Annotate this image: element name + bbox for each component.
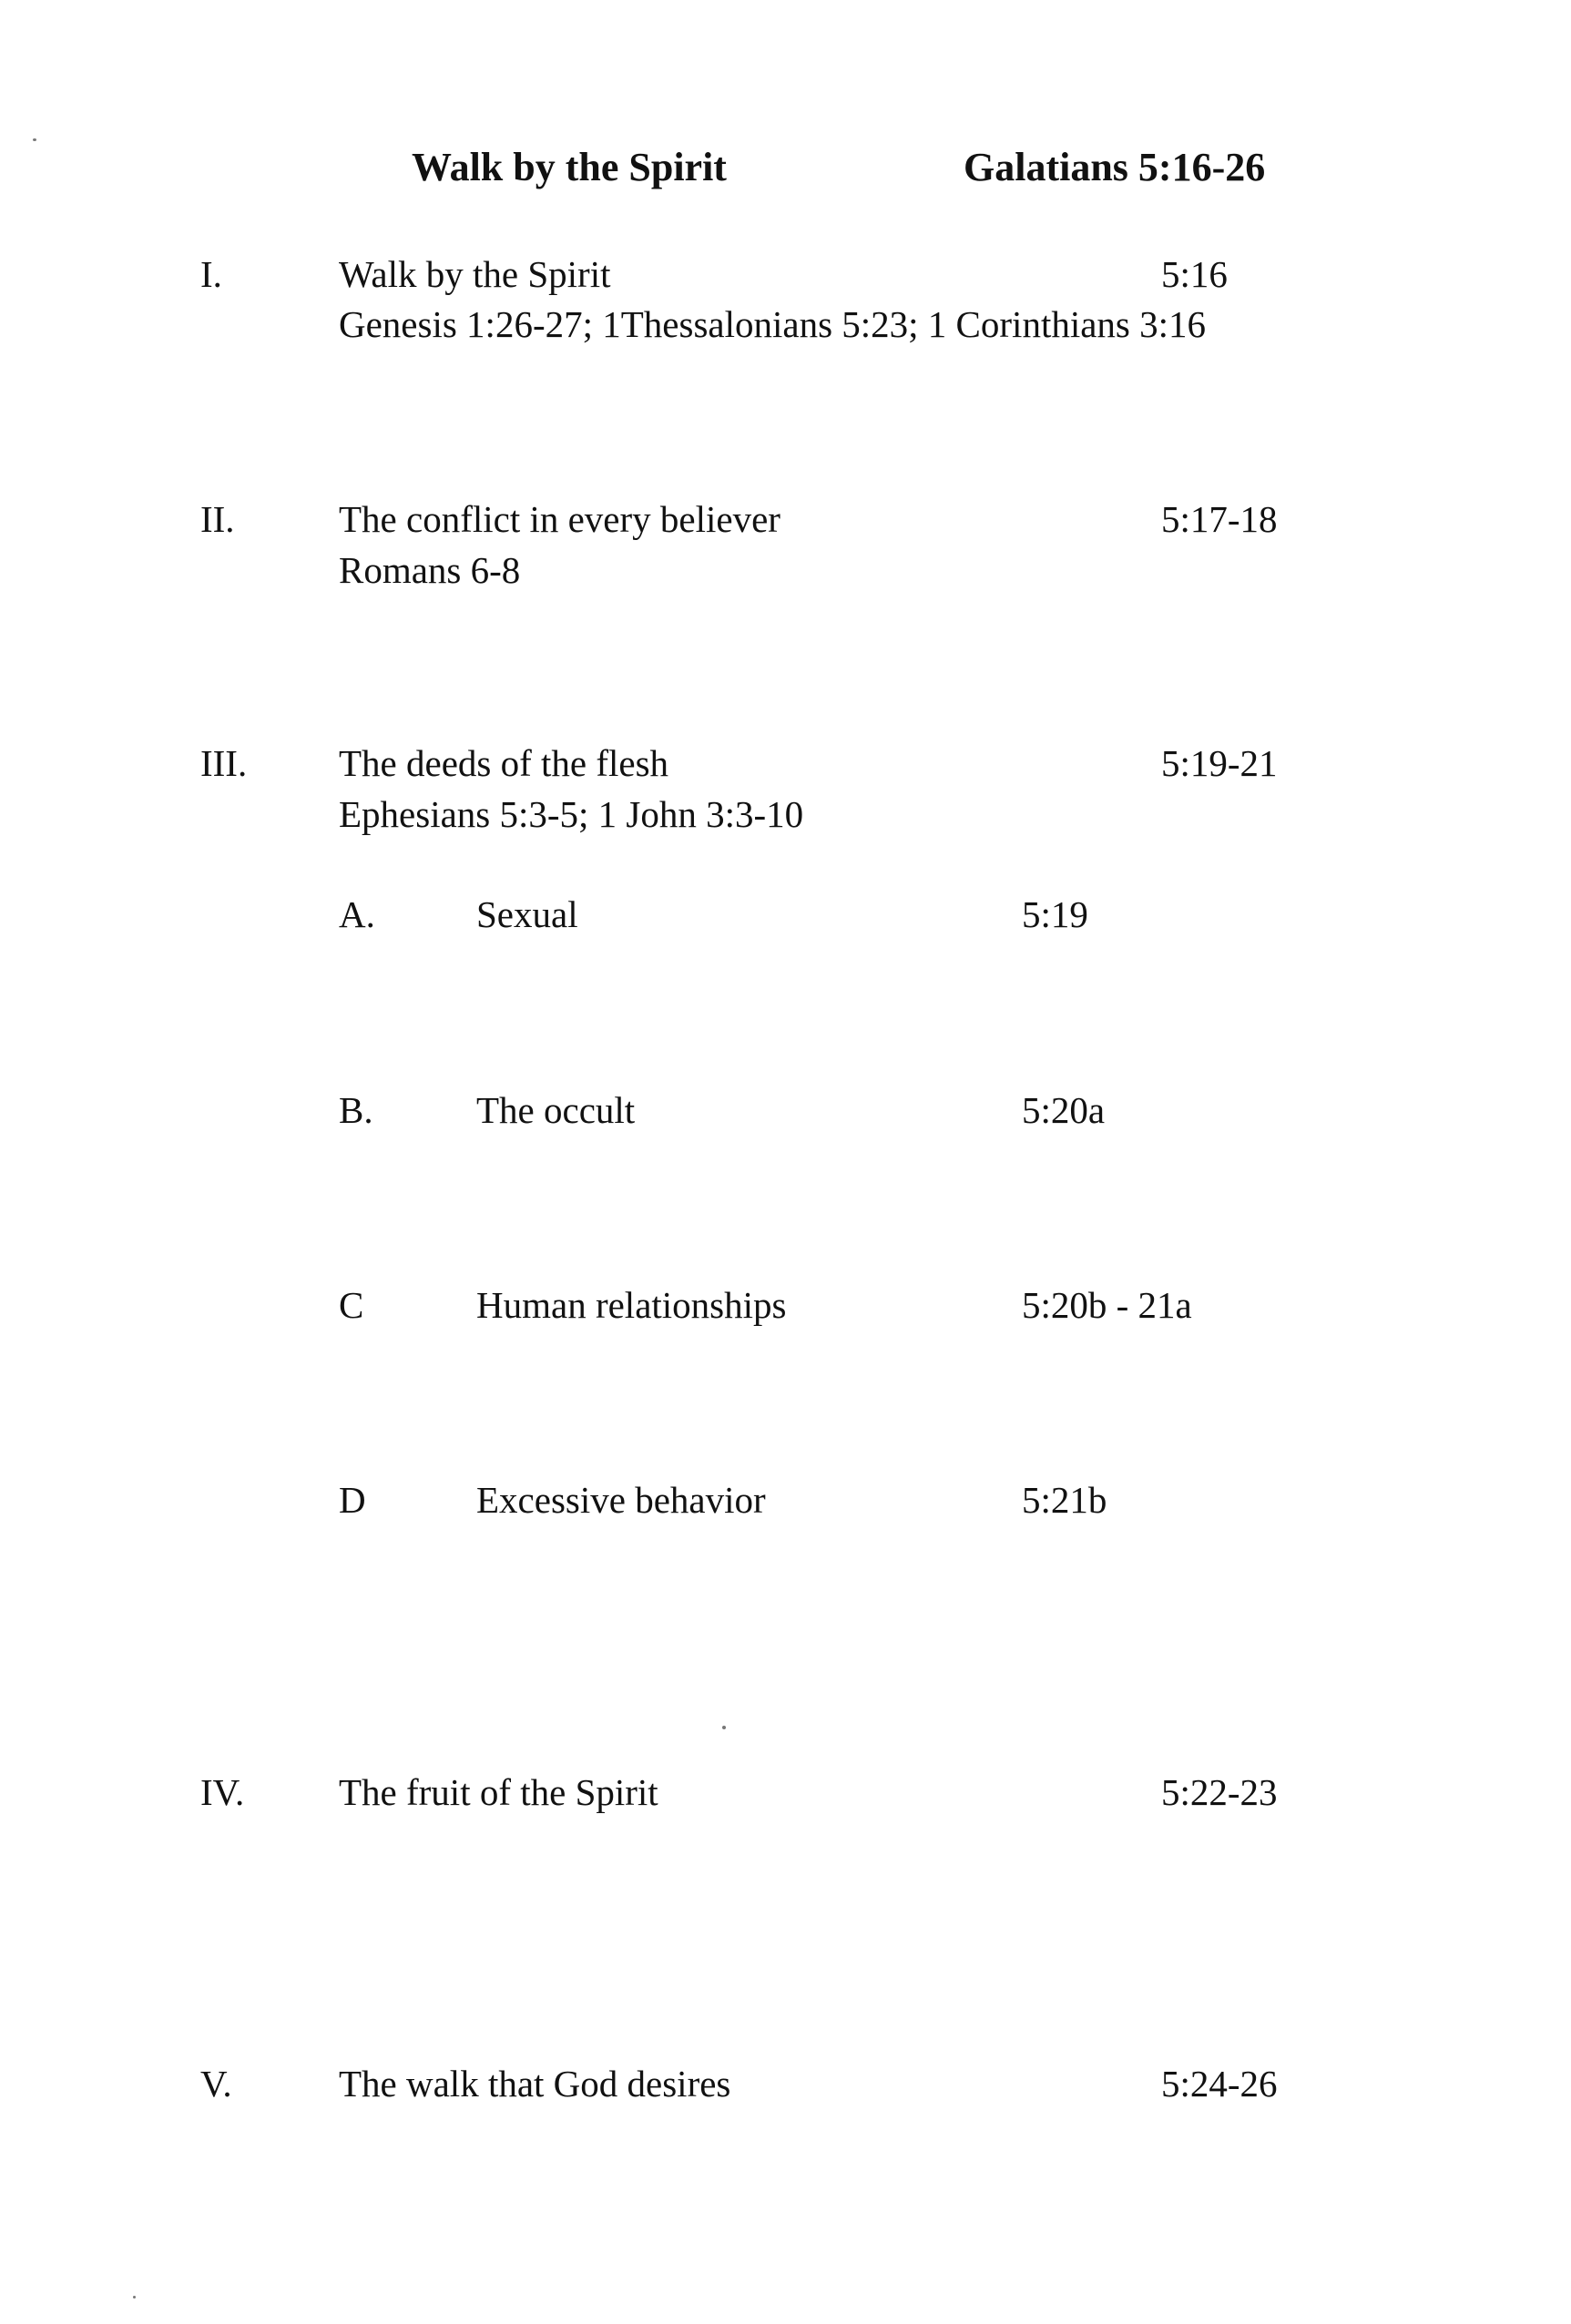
page-title: Walk by the Spirit — [412, 145, 727, 189]
section-heading: The walk that God desires — [339, 2063, 731, 2105]
section-numeral: III. — [200, 742, 248, 784]
subpoint-label: The occult — [476, 1089, 636, 1131]
section-numeral: V. — [200, 2063, 232, 2105]
section-verse: 5:22-23 — [1161, 1771, 1278, 1813]
scripture-reference: Galatians 5:16-26 — [964, 145, 1266, 189]
subpoint-letter: A. — [339, 893, 375, 935]
section-numeral: I. — [200, 253, 222, 295]
subpoint-label: Excessive behavior — [476, 1479, 766, 1521]
section-heading: The fruit of the Spirit — [339, 1771, 658, 1813]
subpoint-verse: 5:20b - 21a — [1022, 1284, 1192, 1326]
subpoint-verse: 5:21b — [1022, 1479, 1107, 1521]
subpoint-letter: B. — [339, 1089, 373, 1131]
subpoint-verse: 5:19 — [1022, 893, 1088, 935]
section-numeral: II. — [200, 498, 235, 540]
scan-speck — [722, 1726, 726, 1729]
section-verse: 5:24-26 — [1161, 2063, 1278, 2105]
section-numeral: IV. — [200, 1771, 245, 1813]
scan-speck — [33, 138, 36, 141]
subpoint-letter: D — [339, 1479, 366, 1521]
subpoint-letter: C — [339, 1284, 364, 1326]
section-verse: 5:19-21 — [1161, 742, 1278, 784]
section-references: Ephesians 5:3-5; 1 John 3:3-10 — [339, 793, 804, 835]
subpoint-label: Sexual — [476, 893, 578, 935]
section-verse: 5:16 — [1161, 253, 1228, 295]
section-references: Romans 6-8 — [339, 549, 521, 591]
section-heading: The conflict in every believer — [339, 498, 780, 540]
section-verse: 5:17-18 — [1161, 498, 1278, 540]
section-heading: Walk by the Spirit — [339, 253, 611, 295]
scan-speck — [133, 2296, 136, 2299]
section-heading: The deeds of the flesh — [339, 742, 669, 784]
subpoint-verse: 5:20a — [1022, 1089, 1106, 1131]
section-references: Genesis 1:26-27; 1Thessalonians 5:23; 1 Corinthians 3:16 — [339, 303, 1207, 345]
subpoint-label: Human relationships — [476, 1284, 787, 1326]
